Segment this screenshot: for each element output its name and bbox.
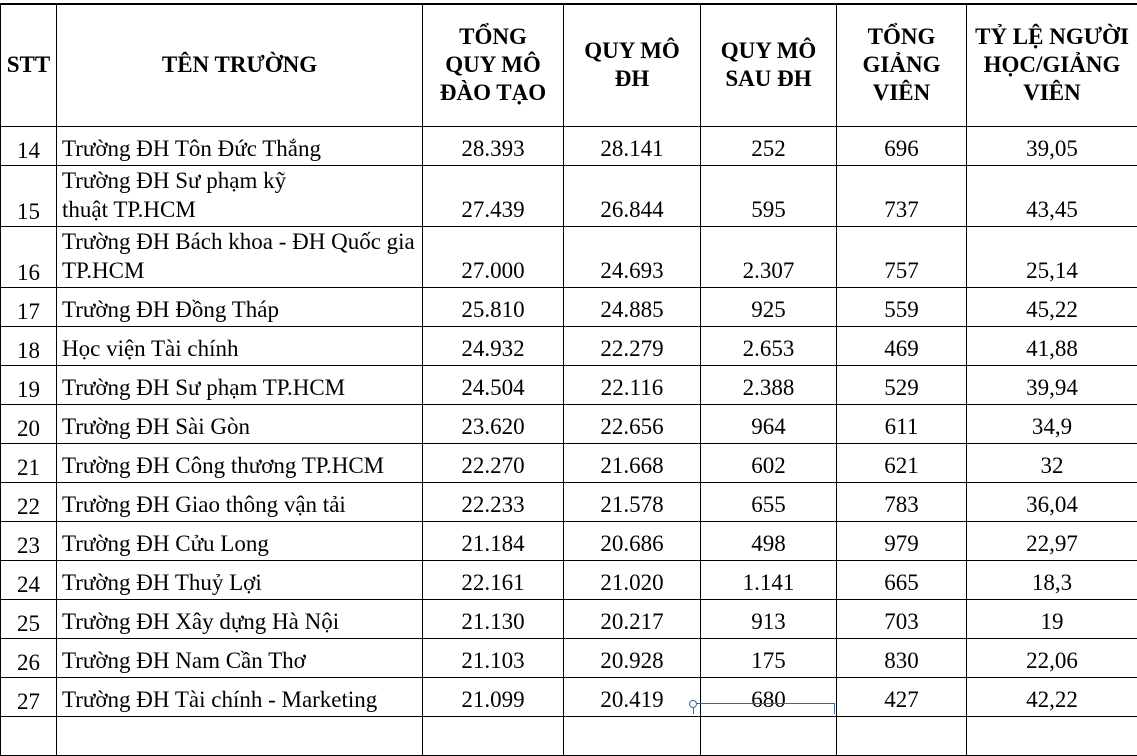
cell-name[interactable]: Trường ĐH Tài chính - Marketing: [57, 678, 423, 717]
table-row: [1, 483, 1137, 522]
cell-stt[interactable]: 22: [1, 483, 57, 522]
cell-stt[interactable]: 25: [1, 600, 57, 639]
cell-ratio[interactable]: 22,06: [967, 639, 1137, 678]
cell-ratio[interactable]: 22,97: [967, 522, 1137, 561]
cell-name[interactable]: Trường ĐH Sài Gòn: [57, 405, 423, 444]
cell-postgrad-scale[interactable]: 2.388: [701, 366, 837, 405]
table-row: [1, 678, 1137, 717]
cell-stt[interactable]: 21: [1, 444, 57, 483]
cell-name[interactable]: Trường ĐH Thuỷ Lợi: [57, 561, 423, 600]
cell-total-lecturers[interactable]: 611: [837, 405, 967, 444]
cell-postgrad-scale[interactable]: 1.141: [701, 561, 837, 600]
table-row: [1, 166, 1137, 227]
cell-total-lecturers[interactable]: 529: [837, 366, 967, 405]
cell-empty: [1, 717, 57, 756]
cell-name[interactable]: Trường ĐH Xây dựng Hà Nội: [57, 600, 423, 639]
cell-undergrad-scale[interactable]: 21.668: [564, 444, 701, 483]
cell-undergrad-scale[interactable]: 26.844: [564, 166, 701, 227]
cell-undergrad-scale[interactable]: 24.693: [564, 227, 701, 288]
cell-name[interactable]: Trường ĐH Giao thông vận tải: [57, 483, 423, 522]
cell-total-scale[interactable]: 21.130: [423, 600, 564, 639]
cell-name[interactable]: Trường ĐH Nam Cần Thơ: [57, 639, 423, 678]
cell-ratio[interactable]: 36,04: [967, 483, 1137, 522]
cell-stt[interactable]: 18: [1, 327, 57, 366]
cell-total-lecturers[interactable]: 830: [837, 639, 967, 678]
cell-total-scale[interactable]: 21.099: [423, 678, 564, 717]
cell-name[interactable]: Trường ĐH Bách khoa - ĐH Quốc gia TP.HCM: [57, 227, 423, 288]
cell-ratio[interactable]: 39,05: [967, 127, 1137, 166]
table-row: [1, 288, 1137, 327]
header-total-lecturers: TỔNG GIẢNG VIÊN: [837, 4, 967, 127]
selection-resize-handle[interactable]: [689, 700, 697, 708]
table-row: [1, 600, 1137, 639]
cell-name[interactable]: Trường ĐH Sư phạm TP.HCM: [57, 366, 423, 405]
cell-postgrad-scale[interactable]: 913: [701, 600, 837, 639]
cell-total-lecturers[interactable]: 703: [837, 600, 967, 639]
cell-total-scale[interactable]: 22.161: [423, 561, 564, 600]
cell-ratio[interactable]: 25,14: [967, 227, 1137, 288]
cell-stt[interactable]: 20: [1, 405, 57, 444]
table-row: [1, 639, 1137, 678]
cell-total-lecturers[interactable]: 696: [837, 127, 967, 166]
cell-postgrad-scale[interactable]: 655: [701, 483, 837, 522]
cell-total-scale[interactable]: 21.103: [423, 639, 564, 678]
cell-total-scale[interactable]: 28.393: [423, 127, 564, 166]
cell-total-lecturers[interactable]: 469: [837, 327, 967, 366]
cell-undergrad-scale[interactable]: 21.578: [564, 483, 701, 522]
cell-postgrad-scale[interactable]: 175: [701, 639, 837, 678]
cell-undergrad-scale[interactable]: 22.116: [564, 366, 701, 405]
cell-undergrad-scale[interactable]: 20.419: [564, 678, 701, 717]
cell-undergrad-scale[interactable]: 28.141: [564, 127, 701, 166]
cell-postgrad-scale[interactable]: 498: [701, 522, 837, 561]
table-row: [1, 127, 1137, 166]
header-postgrad-scale: QUY MÔ SAU ĐH: [701, 4, 837, 127]
cell-total-lecturers[interactable]: 427: [837, 678, 967, 717]
cell-ratio[interactable]: 43,45: [967, 166, 1137, 227]
cell-total-scale[interactable]: 25.810: [423, 288, 564, 327]
cell-empty: [57, 717, 423, 756]
cell-name[interactable]: Trường ĐH Công thương TP.HCM: [57, 444, 423, 483]
cell-undergrad-scale[interactable]: 24.885: [564, 288, 701, 327]
cell-stt[interactable]: 24: [1, 561, 57, 600]
cell-ratio[interactable]: 39,94: [967, 366, 1137, 405]
cell-name[interactable]: Trường ĐH Tôn Đức Thắng: [57, 127, 423, 166]
cell-stt[interactable]: 14: [1, 127, 57, 166]
cell-total-lecturers[interactable]: 979: [837, 522, 967, 561]
cell-ratio[interactable]: 41,88: [967, 327, 1137, 366]
cell-undergrad-scale[interactable]: 22.279: [564, 327, 701, 366]
cell-total-scale[interactable]: 22.233: [423, 483, 564, 522]
table-row: [1, 405, 1137, 444]
header-total-scale: TỔNG QUY MÔ ĐÀO TẠO: [423, 4, 564, 127]
header-ratio: TỶ LỆ NGƯỜI HỌC/GIẢNG VIÊN: [967, 4, 1137, 127]
cell-postgrad-scale[interactable]: 602: [701, 444, 837, 483]
cell-undergrad-scale[interactable]: 22.656: [564, 405, 701, 444]
cell-stt[interactable]: 27: [1, 678, 57, 717]
cell-empty: [564, 717, 701, 756]
cell-name[interactable]: Trường ĐH Sư phạm kỹ thuật TP.HCM: [57, 166, 423, 227]
cell-total-lecturers[interactable]: 783: [837, 483, 967, 522]
cell-empty: [423, 717, 564, 756]
cell-total-scale[interactable]: 27.439: [423, 166, 564, 227]
cell-total-lecturers[interactable]: 757: [837, 227, 967, 288]
cell-empty: [837, 717, 967, 756]
cell-undergrad-scale[interactable]: 21.020: [564, 561, 701, 600]
cell-stt[interactable]: 19: [1, 366, 57, 405]
cell-name[interactable]: Học viện Tài chính: [57, 327, 423, 366]
header-undergrad-scale: QUY MÔ ĐH: [564, 4, 701, 127]
cell-ratio[interactable]: 32: [967, 444, 1137, 483]
cell-total-lecturers[interactable]: 621: [837, 444, 967, 483]
cell-ratio[interactable]: 45,22: [967, 288, 1137, 327]
cell-stt[interactable]: 23: [1, 522, 57, 561]
cell-stt[interactable]: 16: [1, 227, 57, 288]
header-name: TÊN TRƯỜNG: [57, 4, 423, 127]
table-row: [1, 561, 1137, 600]
cell-total-scale[interactable]: 21.184: [423, 522, 564, 561]
cell-total-lecturers[interactable]: 737: [837, 166, 967, 227]
cell-name[interactable]: Trường ĐH Cửu Long: [57, 522, 423, 561]
cell-postgrad-scale[interactable]: 680: [701, 678, 837, 717]
cell-postgrad-scale[interactable]: 925: [701, 288, 837, 327]
table-row: [1, 522, 1137, 561]
cell-undergrad-scale[interactable]: 20.217: [564, 600, 701, 639]
university-statistics-table: [0, 3, 1137, 756]
cell-empty: [701, 717, 837, 756]
cell-undergrad-scale[interactable]: 20.928: [564, 639, 701, 678]
cell-postgrad-scale[interactable]: 2.307: [701, 227, 837, 288]
table-row-cropped: [1, 717, 1137, 756]
cell-ratio[interactable]: 34,9: [967, 405, 1137, 444]
cell-postgrad-scale[interactable]: 964: [701, 405, 837, 444]
header-row: [1, 4, 1137, 127]
cell-ratio[interactable]: 19: [967, 600, 1137, 639]
cell-name[interactable]: Trường ĐH Đồng Tháp: [57, 288, 423, 327]
cell-stt[interactable]: 15: [1, 166, 57, 227]
cell-total-scale[interactable]: 24.504: [423, 366, 564, 405]
cell-stt[interactable]: 26: [1, 639, 57, 678]
cell-postgrad-scale[interactable]: 595: [701, 166, 837, 227]
cell-total-scale[interactable]: 24.932: [423, 327, 564, 366]
cell-total-lecturers[interactable]: 665: [837, 561, 967, 600]
table-row: [1, 327, 1137, 366]
table-row: [1, 366, 1137, 405]
cell-total-scale[interactable]: 23.620: [423, 405, 564, 444]
cell-empty: [967, 717, 1137, 756]
header-stt: STT: [1, 4, 57, 127]
cell-total-scale[interactable]: 22.270: [423, 444, 564, 483]
table-row: [1, 227, 1137, 288]
cell-total-scale[interactable]: 27.000: [423, 227, 564, 288]
cell-stt[interactable]: 17: [1, 288, 57, 327]
cell-ratio[interactable]: 18,3: [967, 561, 1137, 600]
cell-postgrad-scale[interactable]: 2.653: [701, 327, 837, 366]
cell-total-lecturers[interactable]: 559: [837, 288, 967, 327]
cell-undergrad-scale[interactable]: 20.686: [564, 522, 701, 561]
cell-postgrad-scale[interactable]: 252: [701, 127, 837, 166]
table-row: [1, 444, 1137, 483]
cell-ratio[interactable]: 42,22: [967, 678, 1137, 717]
